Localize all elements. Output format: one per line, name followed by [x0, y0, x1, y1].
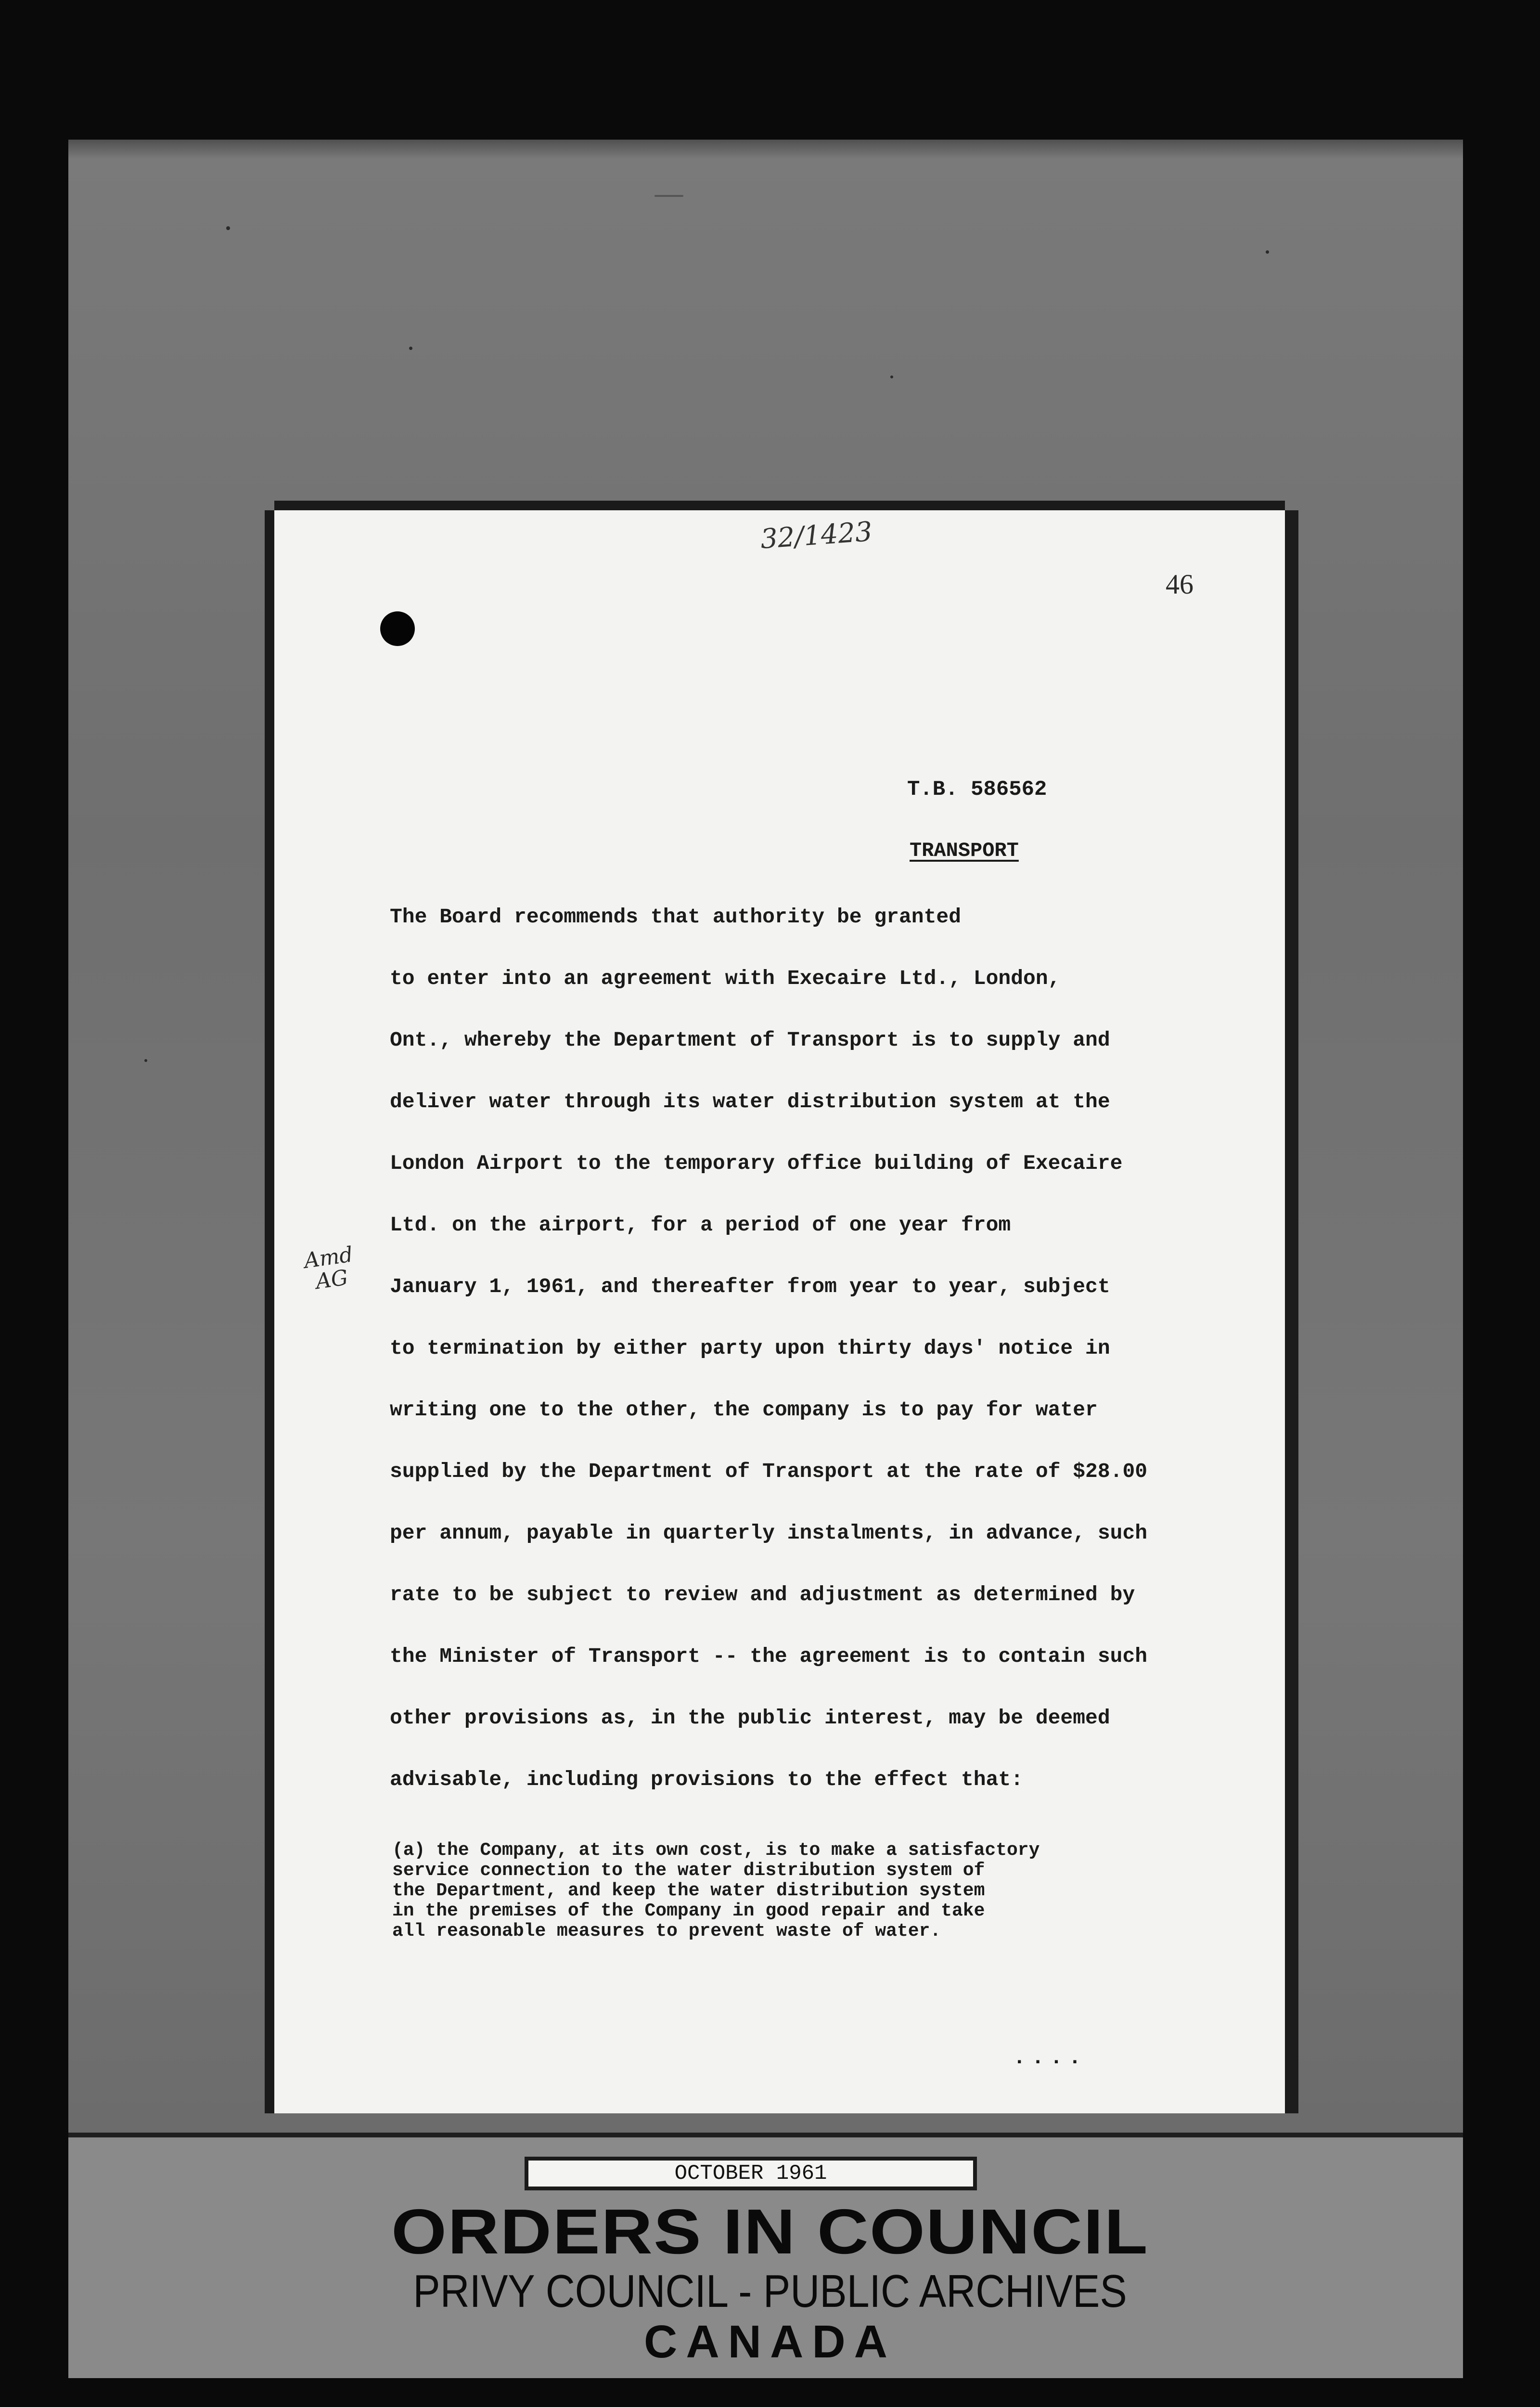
date-label: OCTOBER 1961 [525, 2157, 977, 2190]
dust-speck [1266, 250, 1269, 254]
clause-line: (a) the Company, at its own cost, is to make a satisfactory [392, 1840, 1040, 1861]
clause-line: service connection to the water distribution system of [392, 1860, 985, 1881]
dust-speck [144, 1059, 147, 1062]
page-number: 46 [1166, 569, 1194, 600]
section-heading: TRANSPORT [910, 839, 1019, 862]
dust-speck [654, 195, 683, 197]
margin-initials-line: AG [314, 1265, 350, 1294]
dust-speck [890, 375, 893, 378]
body-line: supplied by the Department of Transport at the rate of $28.00 [390, 1460, 1148, 1483]
body-line: Ont., whereby the Department of Transport is to supply and [390, 1028, 1110, 1052]
body-line: Ltd. on the airport, for a period of one year from [390, 1213, 1011, 1237]
body-line: writing one to the other, the company is to pay for water [390, 1398, 1098, 1422]
document-page [274, 510, 1285, 2113]
body-line: deliver water through its water distribution system at the [390, 1090, 1110, 1113]
body-line: London Airport to the temporary office building of Execaire [390, 1152, 1123, 1175]
body-line: advisable, including provisions to the effect that: [390, 1768, 1024, 1791]
body-line: the Minister of Transport -- the agreement is to contain such [390, 1644, 1148, 1668]
body-line: to termination by either party upon thirty days' notice in [390, 1336, 1110, 1360]
footer-country: CANADA [644, 2316, 896, 2368]
clause-line: all reasonable measures to prevent waste of water. [392, 1921, 941, 1941]
mount-shadow [68, 140, 1463, 159]
body-line: other provisions as, in the public interest, may be deemed [390, 1706, 1110, 1730]
clause-line: in the premises of the Company in good repair and take [392, 1901, 985, 1921]
margin-initials-line: Amd [302, 1242, 355, 1274]
body-line: per annum, payable in quarterly instalments, in advance, such [390, 1521, 1148, 1545]
body-line: rate to be subject to review and adjustment as determined by [390, 1583, 1135, 1606]
margin-initials [303, 1243, 357, 1294]
body-line: The Board recommends that authority be granted [390, 905, 961, 929]
treasury-board-number: T.B. 586562 [907, 777, 1047, 802]
dust-speck [226, 226, 230, 230]
punch-hole [380, 611, 415, 646]
footer-subtitle: PRIVY COUNCIL - PUBLIC ARCHIVES [413, 2265, 1127, 2317]
body-line: January 1, 1961, and thereafter from year to year, subject [390, 1275, 1110, 1298]
body-line: to enter into an agreement with Execaire Ltd., London, [390, 967, 1061, 990]
handwritten-file-number: 32/1423 [759, 516, 873, 556]
dust-speck [409, 347, 412, 350]
footer-title: ORDERS IN COUNCIL [391, 2196, 1149, 2267]
continuation-dots: .... [1013, 2046, 1087, 2070]
clause-line: the Department, and keep the water distribution system [392, 1880, 985, 1901]
